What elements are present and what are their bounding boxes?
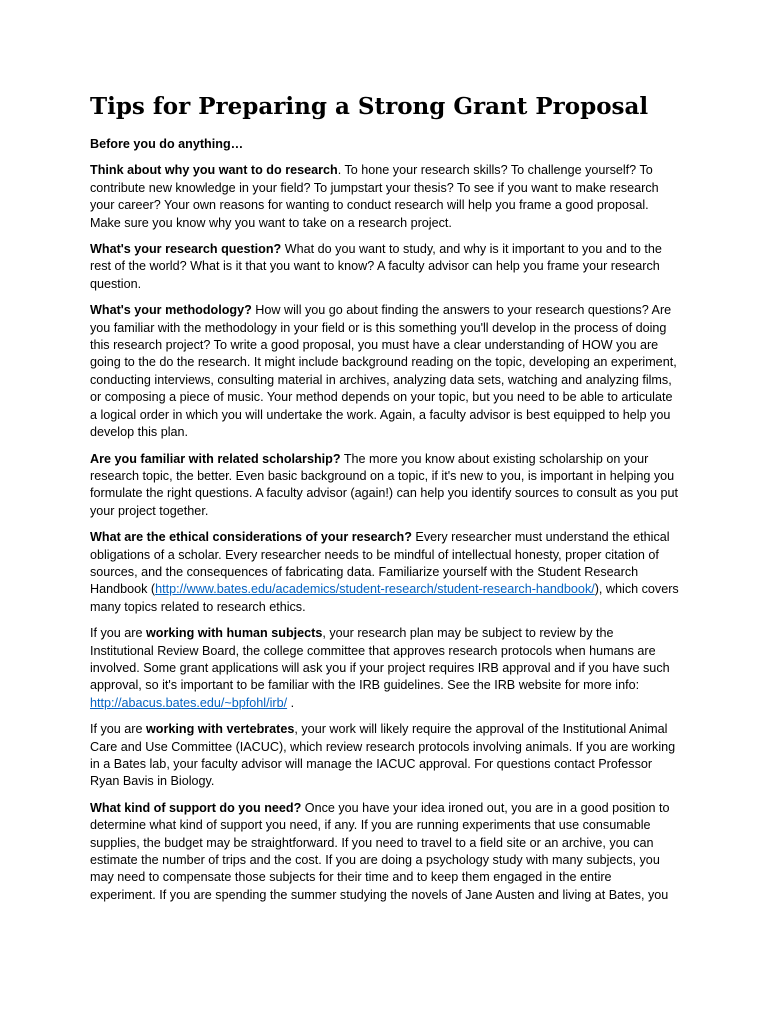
methodology-heading: What's your methodology? xyxy=(90,303,252,318)
human-subjects-heading: working with human subjects xyxy=(146,626,323,641)
vertebrates-heading: working with vertebrates xyxy=(146,722,295,737)
ethics-text-before: Every researcher must understand the ethical obligations of a scholar. Every researcher needs to be mindful of intellectual honesty, proper citation of sources, and the consequences of fabricating data. Familiarize yourself with the Student Research Handbook ( xyxy=(90,530,670,597)
ethics-heading: What are the ethical considerations of your research? xyxy=(90,530,412,545)
research-question-text: What do you want to study, and why is it important to you and to the rest of the world? What is it that you want to know? A faculty advisor can help you frame your research question. xyxy=(90,242,662,291)
human-subjects-text-before: , your research plan may be subject to review by the Institutional Review Board, the college committee that approves research protocols when humans are involved. Some grant applications will ask you if your project requires IRB approval and if you have such approval, so it's important to be familiar with the IRB guidelines. See the IRB website for more info: xyxy=(90,626,670,693)
scholarship-heading: Are you familiar with related scholarship? xyxy=(90,451,341,466)
support-text: Once you have your idea ironed out, you are in a good position to determine what kind of support you need, if any. If you are running experiments that use consumable supplies, the budget may be straightforward. If you need to travel to a field site or an archive, you can estimate the number of trips and the cost. If you are doing a psychology study with many subjects, you may need to compensate those subjects for their time and to keep them engaged in the entire experiment. If you are spending the summer studying the novels of Jane Austen and living at Bates, you xyxy=(90,800,670,902)
methodology-paragraph xyxy=(90,302,680,441)
human-subjects-text-after: . xyxy=(287,695,295,710)
ethics-paragraph xyxy=(90,529,680,616)
scholarship-text: The more you know about existing scholarship on your research topic, the better. Even basic background on a topic, if it's new to you, is important in helping you formulate the right questions. A faculty advisor (again!) can help you identify sources to consult as you put your project together. xyxy=(90,451,679,518)
intro-paragraph xyxy=(90,136,680,153)
irb-website-link[interactable]: http://abacus.bates.edu/~bpfohl/irb/ xyxy=(90,695,288,710)
research-question-heading: What's your research question? xyxy=(90,242,282,257)
support-paragraph xyxy=(90,800,680,904)
document-title: Tips for Preparing a Strong Grant Proposal xyxy=(90,93,649,120)
document-body xyxy=(90,136,680,913)
why-research-heading: Think about why you want to do research xyxy=(90,163,338,178)
vertebrates-lead: If you are xyxy=(90,722,147,737)
human-subjects-paragraph xyxy=(90,625,680,712)
scholarship-paragraph xyxy=(90,451,680,521)
student-research-handbook-link[interactable]: http://www.bates.edu/academics/student-research/student-research-handbook/ xyxy=(155,582,595,597)
research-question-paragraph xyxy=(90,241,680,293)
ethics-text-after: ), which covers many topics related to research ethics. xyxy=(90,582,679,614)
human-subjects-lead: If you are xyxy=(90,626,147,641)
why-research-text: . To hone your research skills? To challenge yourself? To contribute new knowledge in your field? To jumpstart your thesis? To see if you want to make research your career? Your own reasons for wanting to conduct research will help you frame a good proposal. Make sure you know why you want to take on a research project. xyxy=(90,163,659,230)
vertebrates-text: , your work will likely require the approval of the Institutional Animal Care and Use Committee (IACUC), which review research protocols involving animals. If you are working in a Bates lab, your faculty advisor will manage the IACUC approval. For questions contact Professor Ryan Bavis in Biology. xyxy=(90,722,676,789)
support-heading: What kind of support do you need? xyxy=(90,800,302,815)
vertebrates-paragraph xyxy=(90,721,680,791)
why-research-paragraph xyxy=(90,162,680,232)
methodology-text: How will you go about finding the answers to your research questions? Are you familiar with the methodology in your field or is this something you'll develop in the process of doing this research project? To write a good proposal, you must have a clear understanding of HOW you are going to the do the research. It might include background reading on the topic, developing an experiment, conducting interviews, consulting material in archives, analyzing data sets, watching and analyzing films, or composing a piece of music. Your method depends on your topic, but you need to be able to articulate a logical order in which you will undertake the work. Again, a faculty advisor is best equipped to help you develop this plan. xyxy=(90,303,677,440)
intro-heading: Before you do anything… xyxy=(90,137,244,151)
